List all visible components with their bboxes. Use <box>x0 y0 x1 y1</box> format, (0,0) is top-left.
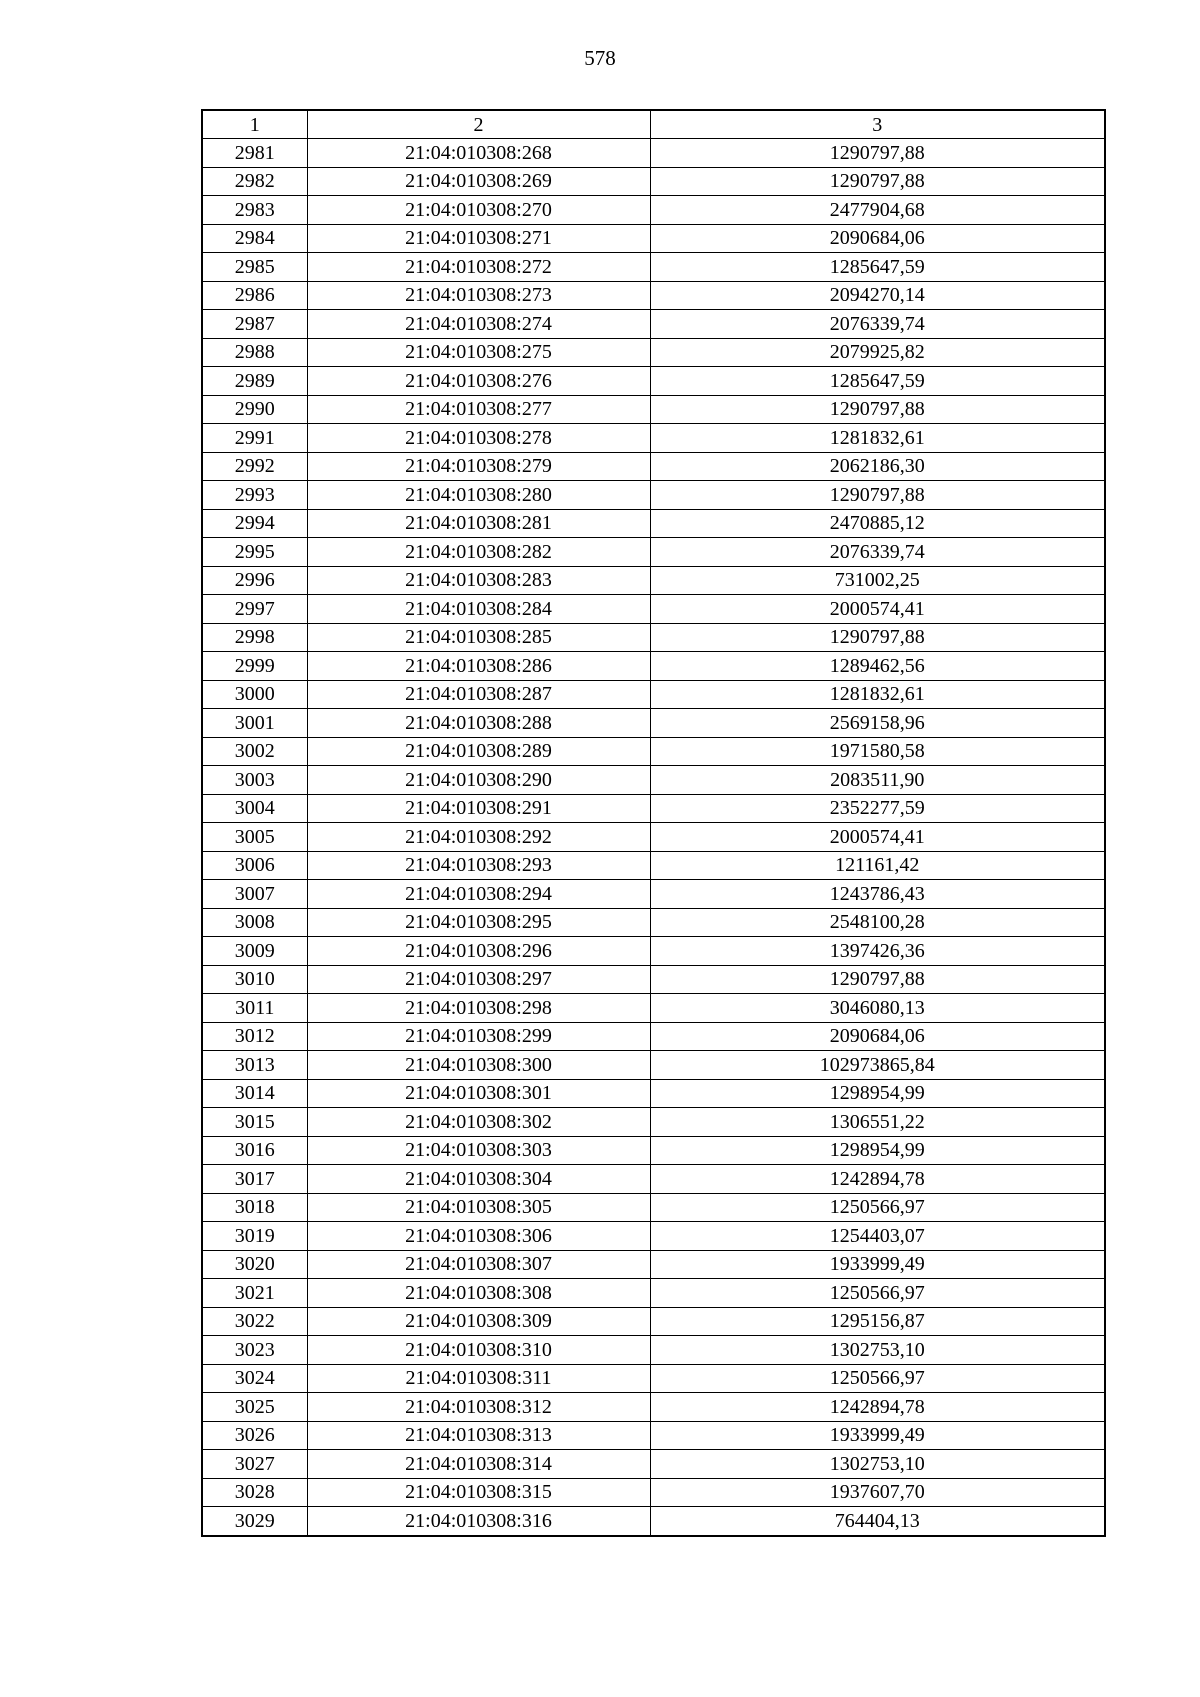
row-number-cell: 3011 <box>202 994 307 1023</box>
cadastral-number-cell: 21:04:010308:270 <box>307 196 650 225</box>
row-number-cell: 3008 <box>202 908 307 937</box>
value-cell: 764404,13 <box>650 1507 1105 1536</box>
value-cell: 1250566,97 <box>650 1193 1105 1222</box>
table-row <box>202 1222 1105 1251</box>
table-row <box>202 994 1105 1023</box>
row-number-cell: 3021 <box>202 1279 307 1308</box>
row-number-cell: 3020 <box>202 1250 307 1279</box>
value-cell: 1298954,99 <box>650 1136 1105 1165</box>
cadastral-number-cell: 21:04:010308:298 <box>307 994 650 1023</box>
row-number-cell: 2987 <box>202 310 307 339</box>
row-number-cell: 2981 <box>202 139 307 168</box>
row-number-cell: 3014 <box>202 1079 307 1108</box>
row-number-cell: 3007 <box>202 880 307 909</box>
cadastral-number-cell: 21:04:010308:305 <box>307 1193 650 1222</box>
cadastral-number-cell: 21:04:010308:292 <box>307 823 650 852</box>
value-cell: 1295156,87 <box>650 1307 1105 1336</box>
cadastral-number-cell: 21:04:010308:287 <box>307 680 650 709</box>
row-number-cell: 3016 <box>202 1136 307 1165</box>
value-cell: 2477904,68 <box>650 196 1105 225</box>
value-cell: 1306551,22 <box>650 1108 1105 1137</box>
cadastral-number-cell: 21:04:010308:316 <box>307 1507 650 1536</box>
row-number-cell: 3023 <box>202 1336 307 1365</box>
row-number-cell: 2983 <box>202 196 307 225</box>
row-number-cell: 2992 <box>202 452 307 481</box>
value-cell: 1242894,78 <box>650 1393 1105 1422</box>
table-row <box>202 1079 1105 1108</box>
cadastral-number-cell: 21:04:010308:283 <box>307 566 650 595</box>
table-row <box>202 281 1105 310</box>
row-number-cell: 2994 <box>202 509 307 538</box>
value-cell: 1285647,59 <box>650 367 1105 396</box>
row-number-cell: 3013 <box>202 1051 307 1080</box>
cadastral-number-cell: 21:04:010308:284 <box>307 595 650 624</box>
row-number-cell: 3010 <box>202 965 307 994</box>
table-row <box>202 1478 1105 1507</box>
table-header <box>202 110 1105 139</box>
value-cell: 1281832,61 <box>650 424 1105 453</box>
value-cell: 1290797,88 <box>650 139 1105 168</box>
cadastral-number-cell: 21:04:010308:315 <box>307 1478 650 1507</box>
cadastral-number-cell: 21:04:010308:303 <box>307 1136 650 1165</box>
table-row <box>202 167 1105 196</box>
table-row <box>202 139 1105 168</box>
table-row <box>202 338 1105 367</box>
value-cell: 1302753,10 <box>650 1336 1105 1365</box>
cadastral-number-cell: 21:04:010308:277 <box>307 395 650 424</box>
table-row <box>202 1450 1105 1479</box>
table-row <box>202 965 1105 994</box>
table-row <box>202 709 1105 738</box>
table-row <box>202 1193 1105 1222</box>
row-number-cell: 3015 <box>202 1108 307 1137</box>
cadastral-number-cell: 21:04:010308:269 <box>307 167 650 196</box>
cadastral-number-cell: 21:04:010308:274 <box>307 310 650 339</box>
row-number-cell: 2995 <box>202 538 307 567</box>
value-cell: 1290797,88 <box>650 167 1105 196</box>
value-cell: 121161,42 <box>650 851 1105 880</box>
table-row <box>202 224 1105 253</box>
cadastral-number-cell: 21:04:010308:285 <box>307 623 650 652</box>
cadastral-number-cell: 21:04:010308:286 <box>307 652 650 681</box>
table-row <box>202 1507 1105 1536</box>
row-number-cell: 2988 <box>202 338 307 367</box>
value-cell: 1243786,43 <box>650 880 1105 909</box>
table-row <box>202 1364 1105 1393</box>
value-cell: 2548100,28 <box>650 908 1105 937</box>
value-cell: 2000574,41 <box>650 823 1105 852</box>
column-header-1: 1 <box>202 110 307 139</box>
value-cell: 2094270,14 <box>650 281 1105 310</box>
value-cell: 1298954,99 <box>650 1079 1105 1108</box>
cadastral-number-cell: 21:04:010308:300 <box>307 1051 650 1080</box>
table-row <box>202 253 1105 282</box>
table-row <box>202 623 1105 652</box>
table-body <box>202 139 1105 1536</box>
row-number-cell: 2997 <box>202 595 307 624</box>
row-number-cell: 3012 <box>202 1022 307 1051</box>
value-cell: 2079925,82 <box>650 338 1105 367</box>
table-row <box>202 395 1105 424</box>
value-cell: 102973865,84 <box>650 1051 1105 1080</box>
table-row <box>202 1393 1105 1422</box>
row-number-cell: 3019 <box>202 1222 307 1251</box>
row-number-cell: 3001 <box>202 709 307 738</box>
table-row <box>202 1336 1105 1365</box>
cadastral-number-cell: 21:04:010308:304 <box>307 1165 650 1194</box>
column-header-2: 2 <box>307 110 650 139</box>
table-row <box>202 566 1105 595</box>
table-row <box>202 310 1105 339</box>
cadastral-number-cell: 21:04:010308:301 <box>307 1079 650 1108</box>
row-number-cell: 2998 <box>202 623 307 652</box>
value-cell: 2090684,06 <box>650 1022 1105 1051</box>
cadastral-number-cell: 21:04:010308:279 <box>307 452 650 481</box>
cadastral-number-cell: 21:04:010308:278 <box>307 424 650 453</box>
value-cell: 1290797,88 <box>650 481 1105 510</box>
value-cell: 1242894,78 <box>650 1165 1105 1194</box>
value-cell: 1289462,56 <box>650 652 1105 681</box>
value-cell: 2470885,12 <box>650 509 1105 538</box>
row-number-cell: 3005 <box>202 823 307 852</box>
value-cell: 2076339,74 <box>650 538 1105 567</box>
value-cell: 1971580,58 <box>650 737 1105 766</box>
row-number-cell: 3022 <box>202 1307 307 1336</box>
row-number-cell: 3017 <box>202 1165 307 1194</box>
cadastral-number-cell: 21:04:010308:282 <box>307 538 650 567</box>
cadastral-number-cell: 21:04:010308:311 <box>307 1364 650 1393</box>
value-cell: 1290797,88 <box>650 395 1105 424</box>
value-cell: 1250566,97 <box>650 1364 1105 1393</box>
cadastral-number-cell: 21:04:010308:291 <box>307 794 650 823</box>
row-number-cell: 2991 <box>202 424 307 453</box>
cadastral-number-cell: 21:04:010308:306 <box>307 1222 650 1251</box>
value-cell: 2352277,59 <box>650 794 1105 823</box>
value-cell: 2569158,96 <box>650 709 1105 738</box>
cadastral-number-cell: 21:04:010308:275 <box>307 338 650 367</box>
table-row <box>202 766 1105 795</box>
value-cell: 1250566,97 <box>650 1279 1105 1308</box>
cadastral-number-cell: 21:04:010308:299 <box>307 1022 650 1051</box>
cadastral-number-cell: 21:04:010308:273 <box>307 281 650 310</box>
table-row <box>202 1022 1105 1051</box>
cadastral-number-cell: 21:04:010308:288 <box>307 709 650 738</box>
cadastral-number-cell: 21:04:010308:307 <box>307 1250 650 1279</box>
value-cell: 1254403,07 <box>650 1222 1105 1251</box>
table-row <box>202 595 1105 624</box>
value-cell: 731002,25 <box>650 566 1105 595</box>
cadastral-number-cell: 21:04:010308:313 <box>307 1421 650 1450</box>
table-row <box>202 509 1105 538</box>
row-number-cell: 2984 <box>202 224 307 253</box>
cadastral-number-cell: 21:04:010308:293 <box>307 851 650 880</box>
cadastral-number-cell: 21:04:010308:314 <box>307 1450 650 1479</box>
cadastral-number-cell: 21:04:010308:309 <box>307 1307 650 1336</box>
table-row <box>202 1307 1105 1336</box>
table-row <box>202 737 1105 766</box>
value-cell: 1302753,10 <box>650 1450 1105 1479</box>
row-number-cell: 3009 <box>202 937 307 966</box>
table-row <box>202 452 1105 481</box>
row-number-cell: 3006 <box>202 851 307 880</box>
cadastral-number-cell: 21:04:010308:308 <box>307 1279 650 1308</box>
table-row <box>202 908 1105 937</box>
table-row <box>202 1279 1105 1308</box>
row-number-cell: 3004 <box>202 794 307 823</box>
value-cell: 1397426,36 <box>650 937 1105 966</box>
cadastral-number-cell: 21:04:010308:281 <box>307 509 650 538</box>
row-number-cell: 3028 <box>202 1478 307 1507</box>
table-row <box>202 652 1105 681</box>
cadastral-number-cell: 21:04:010308:297 <box>307 965 650 994</box>
value-cell: 2062186,30 <box>650 452 1105 481</box>
row-number-cell: 3002 <box>202 737 307 766</box>
row-number-cell: 2993 <box>202 481 307 510</box>
cadastral-number-cell: 21:04:010308:289 <box>307 737 650 766</box>
value-cell: 2090684,06 <box>650 224 1105 253</box>
table-row <box>202 1421 1105 1450</box>
table-row <box>202 880 1105 909</box>
table-row <box>202 823 1105 852</box>
row-number-cell: 2986 <box>202 281 307 310</box>
value-cell: 1290797,88 <box>650 623 1105 652</box>
row-number-cell: 2999 <box>202 652 307 681</box>
table-row <box>202 538 1105 567</box>
row-number-cell: 2985 <box>202 253 307 282</box>
row-number-cell: 2989 <box>202 367 307 396</box>
table-row <box>202 367 1105 396</box>
cadastral-number-cell: 21:04:010308:296 <box>307 937 650 966</box>
page-number: 578 <box>584 46 616 70</box>
row-number-cell: 2982 <box>202 167 307 196</box>
table-row <box>202 1108 1105 1137</box>
cadastral-number-cell: 21:04:010308:268 <box>307 139 650 168</box>
row-number-cell: 3029 <box>202 1507 307 1536</box>
table-row <box>202 1165 1105 1194</box>
cadastral-number-cell: 21:04:010308:272 <box>307 253 650 282</box>
table-row <box>202 196 1105 225</box>
value-cell: 1281832,61 <box>650 680 1105 709</box>
cadastral-number-cell: 21:04:010308:271 <box>307 224 650 253</box>
row-number-cell: 2996 <box>202 566 307 595</box>
value-cell: 2000574,41 <box>650 595 1105 624</box>
data-table <box>201 109 1106 1537</box>
cadastral-number-cell: 21:04:010308:295 <box>307 908 650 937</box>
row-number-cell: 3026 <box>202 1421 307 1450</box>
value-cell: 1290797,88 <box>650 965 1105 994</box>
cadastral-number-cell: 21:04:010308:302 <box>307 1108 650 1137</box>
cadastral-number-cell: 21:04:010308:290 <box>307 766 650 795</box>
table-row <box>202 1250 1105 1279</box>
cadastral-number-cell: 21:04:010308:280 <box>307 481 650 510</box>
cadastral-number-cell: 21:04:010308:276 <box>307 367 650 396</box>
table-row <box>202 851 1105 880</box>
value-cell: 1285647,59 <box>650 253 1105 282</box>
table-row <box>202 1051 1105 1080</box>
value-cell: 3046080,13 <box>650 994 1105 1023</box>
value-cell: 2083511,90 <box>650 766 1105 795</box>
row-number-cell: 3018 <box>202 1193 307 1222</box>
table-row <box>202 424 1105 453</box>
cadastral-number-cell: 21:04:010308:310 <box>307 1336 650 1365</box>
row-number-cell: 3024 <box>202 1364 307 1393</box>
table-row <box>202 680 1105 709</box>
table-row <box>202 481 1105 510</box>
table-header-row <box>202 110 1105 139</box>
row-number-cell: 2990 <box>202 395 307 424</box>
value-cell: 1933999,49 <box>650 1421 1105 1450</box>
table-row <box>202 937 1105 966</box>
table-row <box>202 794 1105 823</box>
row-number-cell: 3027 <box>202 1450 307 1479</box>
row-number-cell: 3025 <box>202 1393 307 1422</box>
value-cell: 1933999,49 <box>650 1250 1105 1279</box>
row-number-cell: 3000 <box>202 680 307 709</box>
cadastral-number-cell: 21:04:010308:312 <box>307 1393 650 1422</box>
value-cell: 1937607,70 <box>650 1478 1105 1507</box>
column-header-3: 3 <box>650 110 1105 139</box>
value-cell: 2076339,74 <box>650 310 1105 339</box>
cadastral-number-cell: 21:04:010308:294 <box>307 880 650 909</box>
table-row <box>202 1136 1105 1165</box>
row-number-cell: 3003 <box>202 766 307 795</box>
